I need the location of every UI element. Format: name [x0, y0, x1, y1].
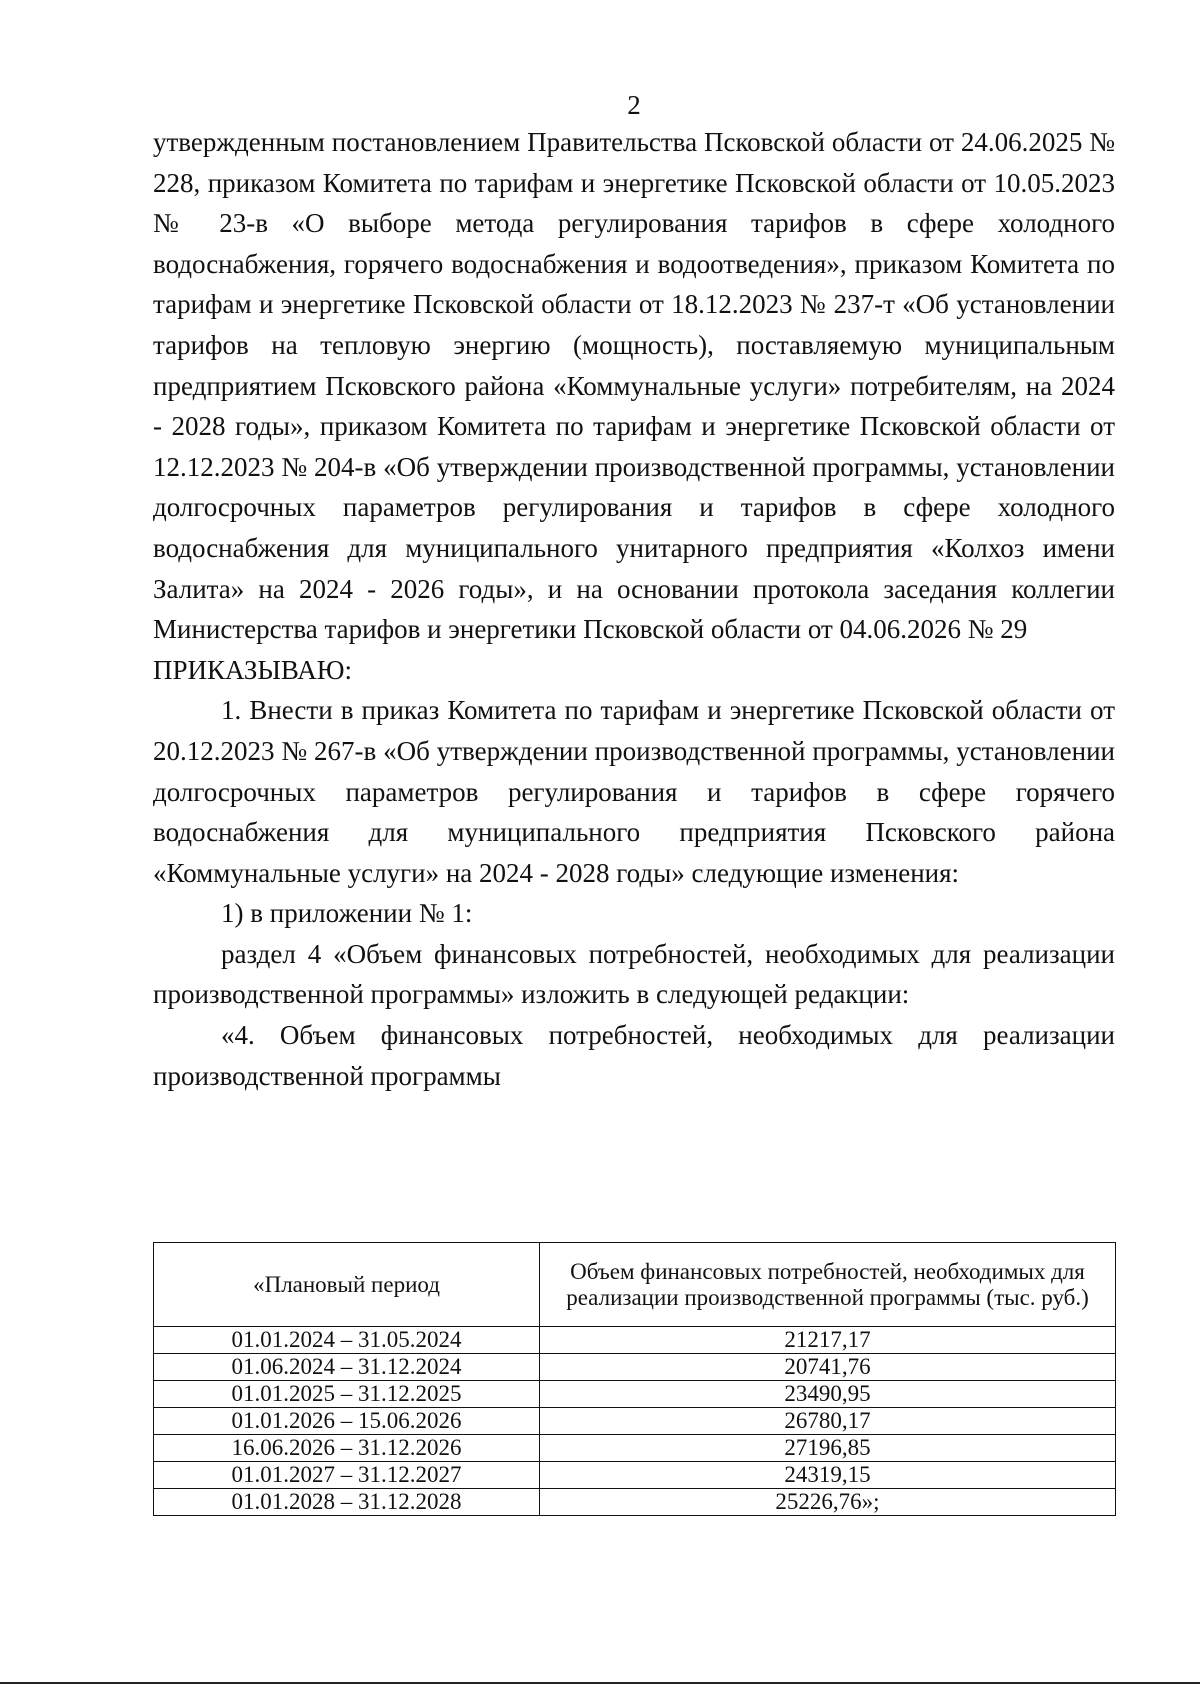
value-cell: 24319,15 — [540, 1462, 1116, 1489]
clause-1-paragraph: 1. Внести в приказ Комитета по тарифам и энергетике Псковской области от 20.12.2023 № 267-в «Об утверждении производственной программы, установлении долгосрочных параметров регулирования и тарифов в сфере горячего водоснабжения для муниципального предприятия Псковского района «Коммунальные услуги» на 2024 - 2028 годы» следующие изменения: — [153, 695, 1115, 888]
financial-needs-table — [153, 1242, 1116, 1516]
value-cell: 25226,76»; — [540, 1489, 1116, 1516]
value-cell: 26780,17 — [540, 1408, 1116, 1435]
period-cell: 01.01.2024 – 31.05.2024 — [154, 1327, 540, 1354]
section-4-instruction: раздел 4 «Объем финансовых потребностей, необходимых для реализации производственной программы» изложить в следующей редакции: — [153, 938, 1115, 1010]
table-row — [154, 1462, 1116, 1489]
subclause-1-paragraph: 1) в приложении № 1: — [221, 898, 473, 929]
period-cell: 01.06.2024 – 31.12.2024 — [154, 1354, 540, 1381]
value-cell: 27196,85 — [540, 1435, 1116, 1462]
table-header-row — [154, 1243, 1116, 1327]
header-volume: Объем финансовых потребностей, необходимых для реализации производственной программы (тыс. руб.) — [540, 1243, 1116, 1327]
table-row — [154, 1489, 1116, 1516]
period-cell: 16.06.2026 – 31.12.2026 — [154, 1435, 540, 1462]
value-cell: 23490,95 — [540, 1381, 1116, 1408]
value-cell: 20741,76 — [540, 1354, 1116, 1381]
section-4-title: «4. Объем финансовых потребностей, необходимых для реализации производственной программы — [153, 1020, 1115, 1091]
period-cell: 01.01.2026 – 15.06.2026 — [154, 1408, 540, 1435]
order-heading: ПРИКАЗЫВАЮ: — [153, 654, 352, 685]
header-period: «Плановый период — [154, 1243, 540, 1327]
table-row — [154, 1381, 1116, 1408]
scan-bottom-edge — [0, 1682, 1200, 1684]
period-cell: 01.01.2027 – 31.12.2027 — [154, 1462, 540, 1489]
table-row — [154, 1327, 1116, 1354]
document-body — [153, 122, 1115, 1096]
period-cell: 01.01.2025 – 31.12.2025 — [154, 1381, 540, 1408]
period-cell: 01.01.2028 – 31.12.2028 — [154, 1489, 540, 1516]
table-row — [154, 1435, 1116, 1462]
table-row — [154, 1354, 1116, 1381]
table-row — [154, 1408, 1116, 1435]
page-number: 2 — [627, 90, 641, 120]
value-cell: 21217,17 — [540, 1327, 1116, 1354]
preamble-paragraph: утвержденным постановлением Правительства Псковской области от 24.06.2025 № 228, приказом Комитета по тарифам и энергетике Псковской области от 10.05.2023 № 23-в «О выборе метода регулирования тарифов в сфере холодного водоснабжения, горячего водоснабжения и водоотведения», приказом Комитета по тарифам и энергетике Псковской области от 18.12.2023 № 237-т «Об установлении тарифов на тепловую энергию (мощность), поставляемую муниципальным предприятием Псковского района «Коммунальные услуги» потребителям, на 2024 - 2028 годы», приказом Комитета по тарифам и энергетике Псковской области от 12.12.2023 № 204-в «Об утверждении производственной программы, установлении долгосрочных параметров регулирования и тарифов в сфере холодного водоснабжения для муниципального унитарного предприятия «Колхоз имени Залита» на 2024 - 2026 годы», и на основании протокола заседания коллегии Министерства тарифов и энергетики Псковской области от 04.06.2026 № 29 — [153, 127, 1115, 645]
